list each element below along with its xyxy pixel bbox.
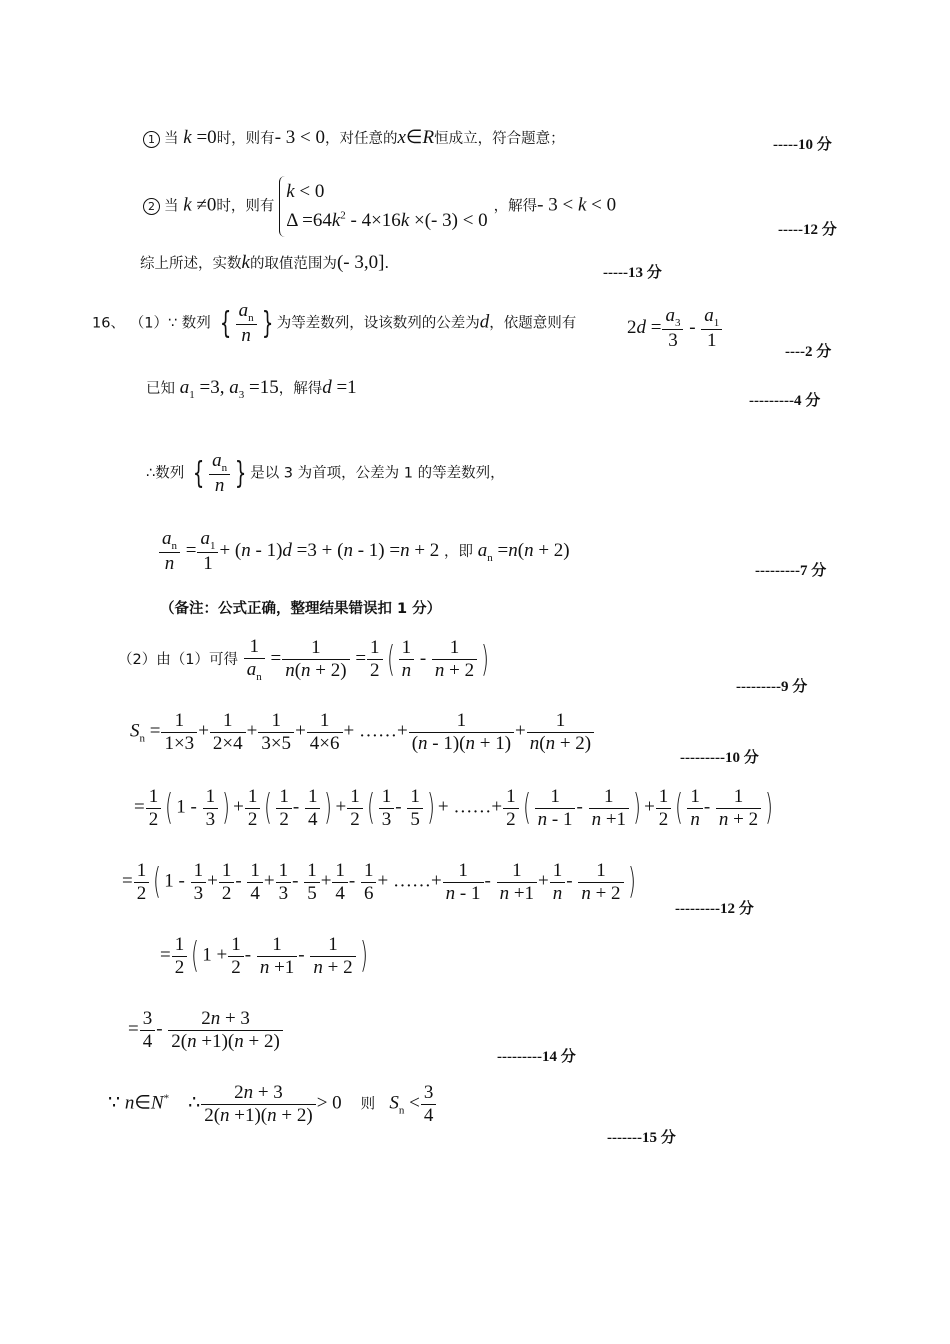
case-2-line: 2 当 k ≠0时，则有 k < 0 $\Delta =64k^2 - 4\times 16k$ ×(- 3) < 0，解得- 3 < k < 0 (143, 176, 616, 237)
case-1-line: 1 当 k =0时，则有- 3 < 0，对任意的x∈R恒成立，符合题意； (143, 128, 565, 148)
summary-line: 综上所述，实数k的取值范围为(- 3,0]. (140, 252, 390, 273)
sum-line-1: $S_n$ = $\frac{1}{1\times 3}$ + $\frac{1}{2\times 4}$ + $\frac{1}{3\times 5}$ + $\frac{1}{4\times 6}$ + ……+ $\frac{1}{(n - 1)(n + 1)}$ + $\frac{1}{n(n + 2)}$ (130, 710, 595, 755)
inequality-system: k < 0 $\Delta =64k^2 - 4\times 16k$ ×(- 3) < 0 (279, 176, 493, 237)
known-line: 已知 $a_1 =3$, $a_3 =15$，解得d =1 (146, 377, 357, 401)
score-mark: ---------12 分 (675, 901, 754, 917)
score-mark: ---------10 分 (680, 750, 759, 766)
sum-line-5: = $\frac{3}{4}$ - $\frac{2n + 3}{2(n +1)(n + 2)}$ (128, 1008, 284, 1053)
conclusion-line: ∵ n∈N* ∴ $\frac{2n + 3}{2(n +1)(n + 2)}$ > 0 则 $S_n$ < $\frac{3}{4}$ (108, 1082, 437, 1127)
score-mark: ----2 分 (785, 344, 832, 360)
general-term-line: $\frac{a_n}{n}$ = $\frac{a_1}{1}$ + (n - 1)d =3 + (n - 1) =n + 2 ，即 $a_n =n(n + 2)$ (158, 528, 570, 575)
score-mark: -----13 分 (603, 265, 662, 281)
score-mark: ---------14 分 (497, 1049, 576, 1065)
score-mark: -------15 分 (607, 1130, 676, 1146)
sum-line-2: = $\frac{1}{2}$ ( 1 - $\frac{1}{3}$ ) + $\frac{1}{2}$ ( $\frac{1}{2}$ - $\frac{1}{4}$ ) + $\frac{1}{2}$ ( $\frac{1}{3}$ - $\frac{1}{5}$ ) + ……+ $\frac{1}{2}$ ( $\frac{1}{n - 1}$ - $\frac{1}{n +1}$ ) + $\frac{1}{2}$ ( $\frac{1}{n}$ - $\frac{1}{n + 2}$ ) (134, 786, 774, 830)
score-mark: ---------7 分 (755, 563, 827, 579)
sum-line-3: = $\frac{1}{2}$ ( 1 - $\frac{1}{3}$ + $\frac{1}{2}$ - $\frac{1}{4}$ + $\frac{1}{3}$ - $\frac{1}{5}$ + $\frac{1}{4}$ - $\frac{1}{6}$ + ……+ $\frac{1}{n - 1}$ - $\frac{1}{n +1}$ + $\frac{1}{n}$ - $\frac{1}{n + 2}$ ) (122, 860, 636, 904)
therefore-line: ∴数列 { $\frac{a_n}{n}$ } 是以 3 为首项，公差为 1 的等差数列， (146, 450, 505, 497)
circled-one-icon: 1 (143, 131, 160, 148)
score-mark: ---------4 分 (749, 393, 821, 409)
circled-two-icon: 2 (143, 198, 160, 215)
sum-line-4: = $\frac{1}{2}$ ( 1 + $\frac{1}{2}$ - $\frac{1}{n +1}$ - $\frac{1}{n + 2}$ ) (160, 934, 368, 978)
note-line: （备注：公式正确，整理结果错误扣 1 分） (160, 601, 442, 617)
part2-line: （2）由（1）可得 $\frac{1}{a_n}$ = $\frac{1}{n(n + 2)}$ = $\frac{1}{2}$ ( $\frac{1}{n}$ - $\frac{1}{n + 2}$ ) (118, 636, 490, 683)
score-mark: -----12 分 (778, 222, 837, 238)
equation-2d: 2d = $\frac{a_3}{3}$ - $\frac{a_1}{1}$ (627, 305, 723, 352)
score-mark: ---------9 分 (736, 679, 808, 695)
score-mark: -----10 分 (773, 137, 832, 153)
q16-line: 16、 （1）∵ 数列 { $\frac{a_n}{n}$ } 为等差数列，设该数列的公差为d，依题意则有 (92, 300, 577, 347)
